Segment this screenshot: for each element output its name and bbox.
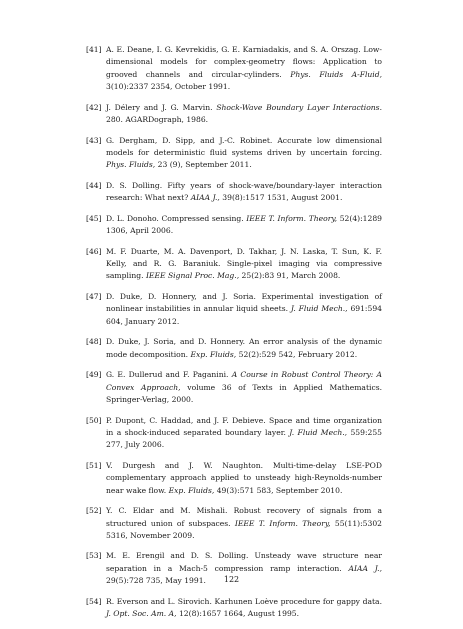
reference-title: Single-pixel imaging via compressive sampling. <box>106 259 382 281</box>
reference-entry <box>86 336 382 361</box>
reference-number: [48] <box>86 337 102 347</box>
reference-entry <box>86 102 382 127</box>
reference-title: Fifty years of shock-wave/boundary-layer interaction research: What next? <box>106 180 382 203</box>
reference-details: volume 36 of Texts in Applied Mathematics. Springer-Verlag, 2000. <box>106 382 383 404</box>
reference-number: [46] <box>86 246 102 256</box>
reference-details: 691:594 604, January 2012. <box>106 304 382 326</box>
reference-authors: P. Dupont, C. Haddad, and J. F. Debieve. <box>106 415 266 425</box>
reference-details: 23 (9), September 2011. <box>157 160 252 170</box>
reference-number: [44] <box>86 180 102 190</box>
reference-entry <box>86 180 382 205</box>
reference-title: Unsteady wave structure near separation in a Mach-5 compression ramp interaction. <box>106 551 383 573</box>
reference-number: [50] <box>86 415 102 425</box>
reference-details: 12(8):1657 1664, August 1995. <box>178 609 300 619</box>
reference-number: [52] <box>86 506 102 516</box>
reference-entry <box>86 596 382 621</box>
reference-title: Low-dimensional models for complex-geometry flows: Application to grooved channels and circular-cylinders. <box>106 45 382 79</box>
reference-authors: D. Duke, J. Soria, and D. Honnery. <box>106 337 246 347</box>
reference-number: [41] <box>86 45 102 54</box>
reference-details: 49(3):571 583, September 2010. <box>216 485 343 495</box>
reference-details: 559:255 277, July 2006. <box>106 427 382 450</box>
reference-list <box>86 44 382 629</box>
reference-authors: J. Délery and J. G. Marvin. <box>106 102 213 112</box>
reference-venue: Phys. Fluids A-Fluid, <box>290 69 382 79</box>
reference-venue: AIAA J., <box>190 193 220 203</box>
reference-text <box>106 415 382 452</box>
reference-title: Robust recovery of signals from a structured union of subspaces. <box>106 506 383 528</box>
reference-text <box>106 336 382 361</box>
reference-authors: D. L. Donoho. <box>106 213 159 223</box>
reference-number: [45] <box>86 213 102 223</box>
reference-authors: G. Dergham, D. Sipp, and J.-C. Robinet. <box>106 135 273 145</box>
reference-details: 39(8):1517 1531, August 2001. <box>222 193 343 203</box>
reference-details: 25(2):83 91, March 2008. <box>241 271 341 281</box>
reference-text <box>106 291 382 328</box>
reference-authors: G. E. Dullerud and F. Paganini. <box>106 370 229 380</box>
reference-text <box>106 102 382 127</box>
reference-venue: Exp. Fluids, <box>168 485 215 495</box>
reference-entry <box>86 213 382 238</box>
reference-title: Compressed sensing. <box>161 213 244 223</box>
reference-entry <box>86 246 382 283</box>
reference-text <box>106 44 382 93</box>
reference-text <box>106 213 382 238</box>
reference-title: Experimental investigation of nonlinear instabilities in annular liquid sheets. <box>106 292 382 314</box>
reference-venue: Exp. Fluids, <box>190 349 237 359</box>
reference-entry <box>86 505 382 542</box>
reference-authors: Y. C. Eldar and M. Mishali. <box>106 506 228 516</box>
reference-text <box>106 596 382 621</box>
reference-entry <box>86 135 382 172</box>
reference-entry <box>86 369 382 406</box>
reference-text <box>106 505 382 542</box>
reference-details: 280. AGARDograph, 1986. <box>106 114 209 124</box>
reference-details: 52(2):529 542, February 2012. <box>238 349 358 359</box>
reference-authors: A. E. Deane, I. G. Kevrekidis, G. E. Karniadakis, and S. A. Orszag. <box>106 45 361 54</box>
reference-authors: D. S. Dolling. <box>106 180 163 190</box>
reference-title: Space and time organization in a shock-induced separated boundary layer. <box>106 415 382 437</box>
reference-text <box>106 180 382 205</box>
reference-venue: IEEE T. Inform. Theory, <box>234 518 331 528</box>
reference-title: Karhunen Loève procedure for gappy data. <box>214 596 383 606</box>
reference-details: 52(4):1289 1306, April 2006. <box>106 213 382 236</box>
reference-number: [42] <box>86 102 102 112</box>
reference-text <box>106 135 382 172</box>
reference-number: [53] <box>86 551 102 561</box>
reference-number: [51] <box>86 460 102 470</box>
reference-venue: J. Opt. Soc. Am. A, <box>106 609 177 619</box>
reference-authors: D. Duke, D. Honnery, and J. Soria. <box>106 292 256 302</box>
reference-venue: Phys. Fluids, <box>106 160 156 170</box>
reference-authors: M. E. Erengil and D. S. Dolling. <box>106 551 249 561</box>
reference-details: 29(5):728 735, May 1991. <box>106 576 206 586</box>
reference-venue: Shock-Wave Boundary Layer Interactions. <box>216 102 382 112</box>
reference-venue: J. Fluid Mech., <box>289 427 348 437</box>
reference-details: 3(10):2337 2354, October 1991. <box>106 81 231 91</box>
reference-number: [43] <box>86 135 102 145</box>
page-number: 122 <box>223 575 240 584</box>
reference-venue: AIAA J., <box>348 563 382 573</box>
reference-authors: R. Everson and L. Sirovich. <box>106 596 212 606</box>
reference-text <box>106 246 382 283</box>
reference-number: [47] <box>86 292 102 302</box>
reference-entry <box>86 291 382 328</box>
reference-number: [49] <box>86 370 102 380</box>
reference-title: Accurate low dimensional models for deterministic fluid systems driven by uncertain forcing. <box>106 135 383 157</box>
reference-venue: IEEE Signal Proc. Mag., <box>145 271 240 281</box>
reference-entry <box>86 460 382 497</box>
reference-text <box>106 369 382 406</box>
reference-text <box>106 460 382 497</box>
reference-title: Multi-time-delay LSE-POD complementary approach applied to unsteady high-Reynolds-number near wake flow. <box>106 460 382 495</box>
reference-number: [54] <box>86 596 102 606</box>
reference-authors: V. Durgesh and J. W. Naughton. <box>106 460 264 470</box>
reference-entry <box>86 44 382 93</box>
reference-authors: M. F. Duarte, M. A. Davenport, D. Takhar, J. N. Laska, T. Sun, K. F. Kelly, and R. G. Baraniuk. <box>106 246 382 269</box>
reference-title: An error analysis of the dynamic mode decomposition. <box>106 337 382 359</box>
reference-venue: A Course in Robust Control Theory: A Convex Approach, <box>106 370 382 392</box>
reference-entry <box>86 415 382 452</box>
reference-venue: IEEE T. Inform. Theory, <box>246 213 338 223</box>
reference-details: 55(11):5302 5316, November 2009. <box>106 518 382 540</box>
reference-venue: J. Fluid Mech., <box>290 304 348 314</box>
